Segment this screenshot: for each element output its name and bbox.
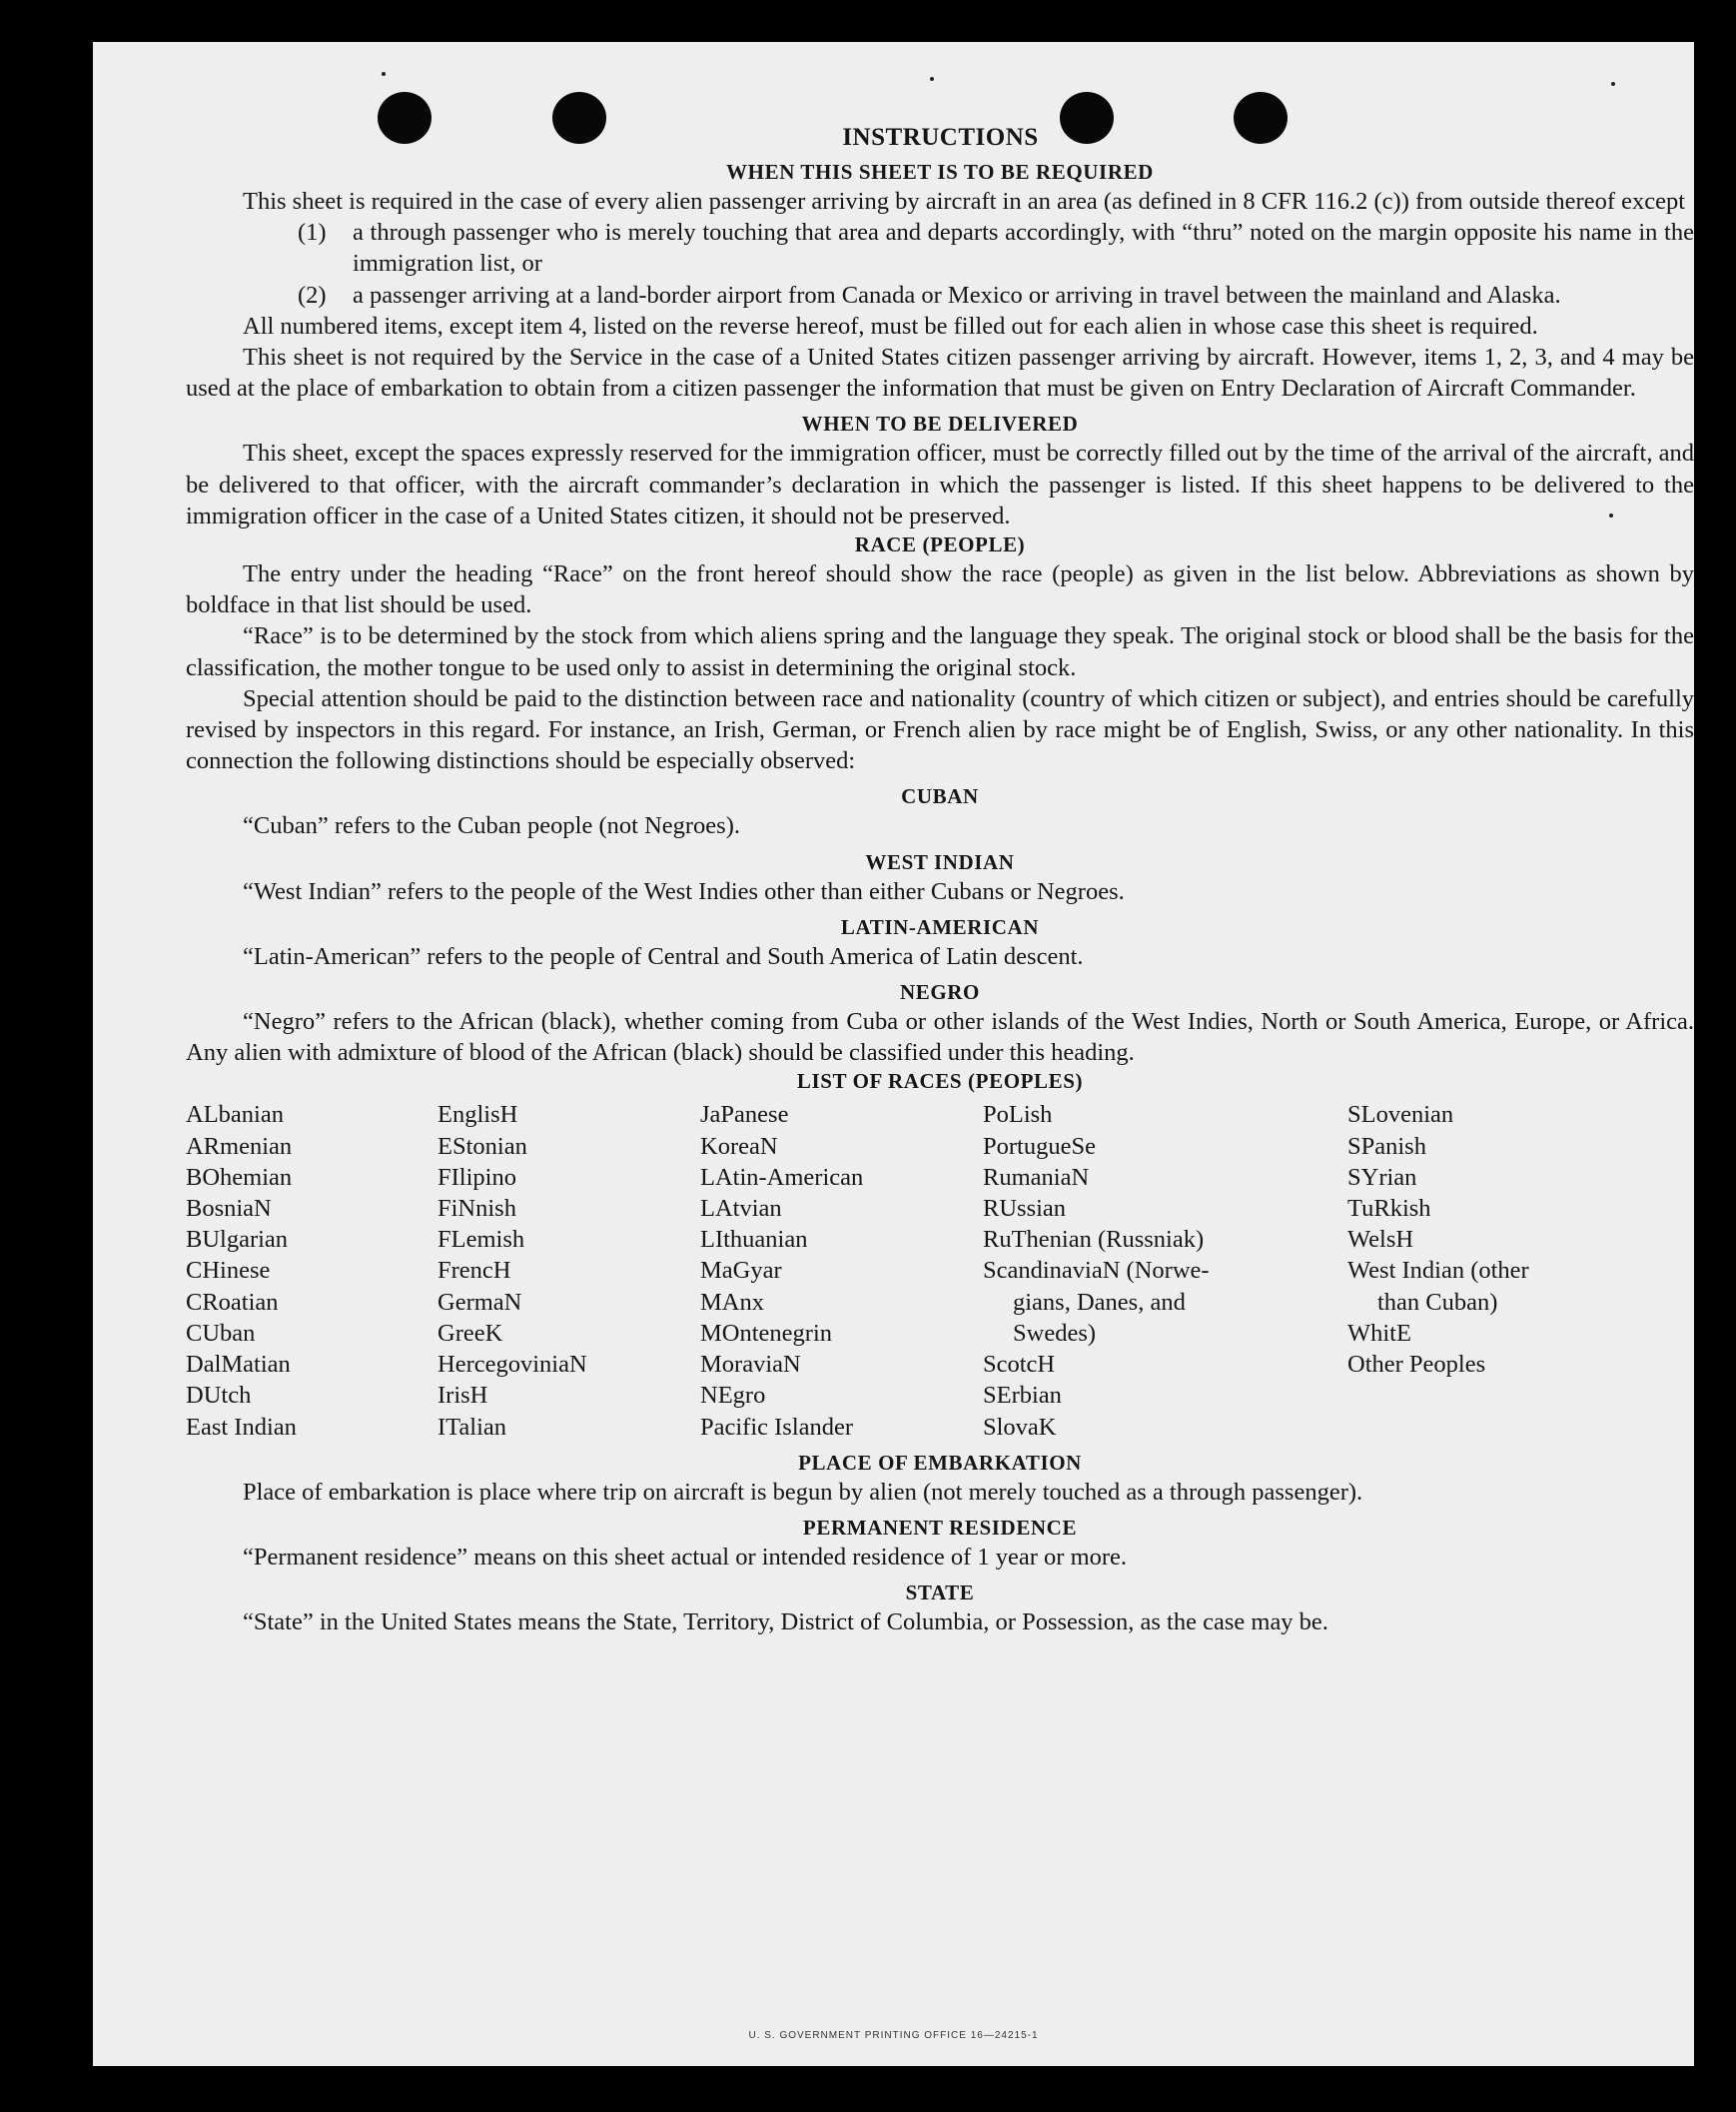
race-entry: ALbanian — [186, 1101, 284, 1129]
race-entry: EStonian — [437, 1132, 527, 1160]
race-entry: CHinese — [186, 1257, 271, 1285]
paragraph: “Latin-American” refers to the people of Central and South America of Latin descent. — [243, 942, 1084, 970]
paragraph: “Permanent residence” means on this sheet actual or intended residence of 1 year or more. — [243, 1543, 1128, 1571]
page-title: INSTRUCTIONS — [842, 124, 1039, 151]
race-entry: HercegoviniaN — [437, 1351, 587, 1379]
paragraph: “State” in the United States means the State, Territory, District of Columbia, or Possession, as the case may be. — [243, 1608, 1328, 1636]
race-entry: TuRkish — [1347, 1195, 1431, 1223]
race-entry: West Indian (other — [1347, 1257, 1529, 1285]
race-entry: GreeK — [437, 1319, 503, 1347]
paragraph: All numbered items, except item 4, listed on the reverse hereof, must be filled out for each alien in whose case this sheet is required. — [243, 312, 1538, 340]
race-entry: PoLish — [983, 1101, 1053, 1129]
race-entry: FrencH — [437, 1257, 511, 1285]
paragraph: “Cuban” refers to the Cuban people (not Negroes). — [243, 812, 740, 840]
race-entry: SPanish — [1347, 1132, 1426, 1160]
race-entry: BOhemian — [186, 1163, 293, 1191]
paragraph: “Negro” refers to the African (black), whether coming from Cuba or other islands of the West Indies, North or South America, Europe, or Africa. Any alien with admixture of blood of the African (black) should be classified under this heading. — [186, 1008, 1694, 1067]
paragraph: Special attention should be paid to the distinction between race and nationality (country of which citizen or subject), and entries should be carefully revised by inspectors in this regard. For instance, an Irish, German, or French alien by race might be of English, Swiss, or any other nationality. In this connection the following distinctions should be especially observed: — [186, 684, 1694, 775]
section-heading: LIST OF RACES (PEOPLES) — [796, 1069, 1084, 1094]
race-entry: LAtvian — [700, 1195, 782, 1223]
item-text: a through passenger who is merely touching that area and departs accordingly, with “thru” noted on the margin opposite his name in the immigration list, or — [353, 219, 1694, 278]
race-entry: Other Peoples — [1347, 1351, 1486, 1379]
race-entry: EnglisH — [437, 1101, 518, 1129]
race-entry: East Indian — [186, 1413, 297, 1441]
race-entry: DalMatian — [186, 1351, 291, 1379]
section-heading: CUBAN — [901, 784, 979, 809]
race-entry: LAtin-American — [700, 1163, 864, 1191]
paragraph: The entry under the heading “Race” on the front hereof should show the race (people) as given in the list below. Abbreviations as shown by boldface in that list should be used. — [186, 560, 1694, 619]
race-entry: ScotcH — [983, 1351, 1056, 1379]
race-entry: ITalian — [437, 1413, 507, 1441]
section-heading: STATE — [905, 1581, 975, 1605]
race-entry: MaGyar — [700, 1257, 782, 1285]
race-entry: IrisH — [437, 1382, 488, 1410]
race-entry: CRoatian — [186, 1288, 279, 1316]
race-entry: MoraviaN — [700, 1351, 801, 1379]
race-entry-continued: Swedes) — [1013, 1319, 1097, 1347]
paragraph: This sheet is not required by the Service in the case of a United States citizen passenger arriving by aircraft. However, items 1, 2, 3, and 4 may be used at the place of embarkation to obtain from a citizen passenger the information that must be given on Entry Declaration of Aircraft Commander. — [186, 344, 1694, 403]
race-entry: CUban — [186, 1319, 256, 1347]
race-entry: NEgro — [700, 1382, 766, 1410]
race-entry: MAnx — [700, 1288, 764, 1316]
race-entry: BosniaN — [186, 1195, 272, 1223]
section-heading: NEGRO — [899, 980, 980, 1005]
race-entry: ScandinaviaN (Norwe- — [983, 1257, 1210, 1285]
list-item — [298, 280, 1694, 311]
section-heading: PERMANENT RESIDENCE — [802, 1515, 1078, 1540]
section-heading: WEST INDIAN — [865, 849, 1015, 874]
race-entry: SErbian — [983, 1382, 1062, 1410]
race-entry: SYrian — [1347, 1163, 1417, 1191]
race-entry: MOntenegrin — [700, 1319, 832, 1347]
section-heading: WHEN TO BE DELIVERED — [801, 412, 1079, 437]
races-column — [983, 1099, 1347, 1442]
races-column — [186, 1099, 437, 1442]
printer-imprint: U. S. GOVERNMENT PRINTING OFFICE 16—24215-1 — [748, 2030, 1039, 2041]
paragraph: Place of embarkation is place where trip on aircraft is begun by alien (not merely touched as a through passenger). — [243, 1478, 1363, 1506]
section-heading: LATIN-AMERICAN — [840, 914, 1040, 939]
paragraph: This sheet is required in the case of every alien passenger arriving by aircraft in an area (as defined in 8 CFR 116.2 (c)) from outside thereof except — [243, 188, 1686, 215]
document-page — [93, 42, 1694, 2066]
race-entry: FLemish — [437, 1226, 525, 1254]
race-entry: DUtch — [186, 1382, 252, 1410]
paragraph: This sheet, except the spaces expressly reserved for the immigration officer, must be correctly filled out by the time of the arrival of the aircraft, and be delivered to that officer, with the aircraft commander’s declaration in which the passenger is listed. If this sheet happens to be delivered to the immigration officer in the case of a United States citizen, it should not be preserved. — [186, 440, 1694, 529]
race-entry: RUssian — [983, 1195, 1067, 1223]
race-entry: GermaN — [437, 1288, 522, 1316]
race-entry: KoreaN — [700, 1132, 778, 1160]
race-entry: FIlipino — [437, 1163, 516, 1191]
dust-speck — [382, 72, 386, 76]
race-entry: RumaniaN — [983, 1163, 1090, 1191]
paragraph: “West Indian” refers to the people of the West Indies other than either Cubans or Negroes. — [243, 877, 1125, 905]
list-item — [298, 217, 1694, 279]
item-text: a passenger arriving at a land-border airport from Canada or Mexico or arriving in travel between the mainland and Alaska. — [353, 281, 1561, 309]
races-column — [1347, 1099, 1607, 1442]
section-heading: RACE (PEOPLE) — [854, 532, 1026, 557]
paragraph: “Race” is to be determined by the stock from which aliens spring and the language they speak. The original stock or blood shall be the basis for the classification, the mother tongue to be used only to assist in determining the original stock. — [186, 622, 1694, 681]
races-list — [186, 1099, 1694, 1442]
race-entry: BUlgarian — [186, 1226, 289, 1254]
race-entry: WhitE — [1347, 1319, 1411, 1347]
race-entry: LIthuanian — [700, 1226, 808, 1254]
races-column — [437, 1099, 700, 1442]
race-entry: WelsH — [1347, 1226, 1414, 1254]
dust-speck — [930, 77, 934, 81]
instructions-content — [186, 120, 1694, 1637]
race-entry: Pacific Islander — [700, 1413, 854, 1441]
race-entry: RuThenian (Russniak) — [983, 1226, 1205, 1254]
item-number: (1) — [298, 219, 327, 247]
race-entry: SLovenian — [1347, 1101, 1454, 1129]
race-entry: PortugueSe — [983, 1132, 1096, 1160]
dust-speck — [1611, 82, 1615, 86]
race-entry: ARmenian — [186, 1132, 293, 1160]
section-heading: PLACE OF EMBARKATION — [798, 1450, 1082, 1475]
race-entry: FiNnish — [437, 1195, 516, 1223]
section-heading: WHEN THIS SHEET IS TO BE REQUIRED — [726, 160, 1154, 184]
race-entry: SlovaK — [983, 1413, 1057, 1441]
races-column — [700, 1099, 983, 1442]
race-entry: JaPanese — [700, 1101, 789, 1129]
race-entry-continued: gians, Danes, and — [1013, 1288, 1186, 1316]
item-number: (2) — [298, 281, 327, 309]
race-entry-continued: than Cuban) — [1377, 1288, 1498, 1316]
